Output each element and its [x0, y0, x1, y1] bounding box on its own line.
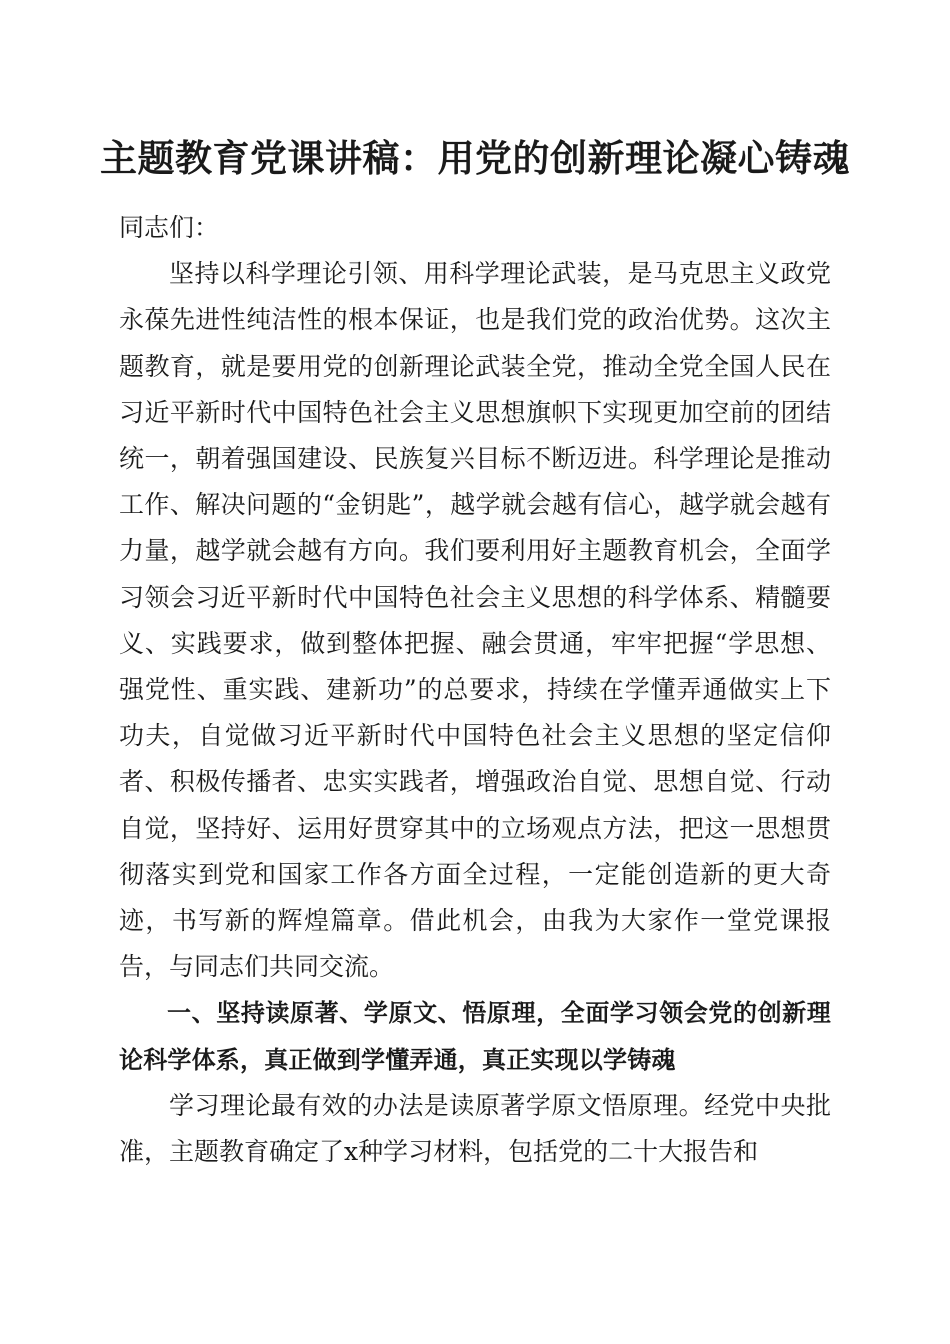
paragraph-intro: 坚持以科学理论引领、用科学理论武装，是马克思主义政党永葆先进性纯洁性的根本保证，也是我们党的政治优势。这次主题教育，就是要用党的创新理论武装全党，推动全党全国人民在习近平新时代中国特色社会主义思想旗帜下实现更加空前的团结统一，朝着强国建设、民族复兴目标不断迈进。科学理论是推动工作、解决问题的“金钥匙”，越学就会越有信心，越学就会越有力量，越学就会越有方向。我们要利用好主题教育机会，全面学习领会习近平新时代中国特色社会主义思想的科学体系、精髓要义、实践要求，做到整体把握、融会贯通，牢牢把握“学思想、强党性、重实践、建新功”的总要求，持续在学懂弄通做实上下功夫，自觉做习近平新时代中国特色社会主义思想的坚定信仰者、积极传播者、忠实实践者，增强政治自觉、思想自觉、行动自觉，坚持好、运用好贯穿其中的立场观点方法，把这一思想贯彻落实到党和国家工作各方面全过程，一定能创造新的更大奇迹，书写新的辉煌篇章。借此机会，由我为大家作一堂党课报告，与同志们共同交流。: [119, 259, 831, 982]
salutation: 同志们：: [119, 213, 220, 242]
paragraph-section-1: 学习理论最有效的办法是读原著学原文悟原理。经党中央批准，主题教育确定了x种学习材料，包括党的二十大报告和: [119, 1090, 831, 1167]
document-body: [119, 205, 831, 1175]
section-heading-1: 一、坚持读原著、学原文、悟原理，全面学习领会党的创新理论科学体系，真正做到学懂弄通，真正实现以学铸魂: [119, 999, 831, 1074]
document-title: 主题教育党课讲稿：用党的创新理论凝心铸魂: [100, 136, 850, 180]
